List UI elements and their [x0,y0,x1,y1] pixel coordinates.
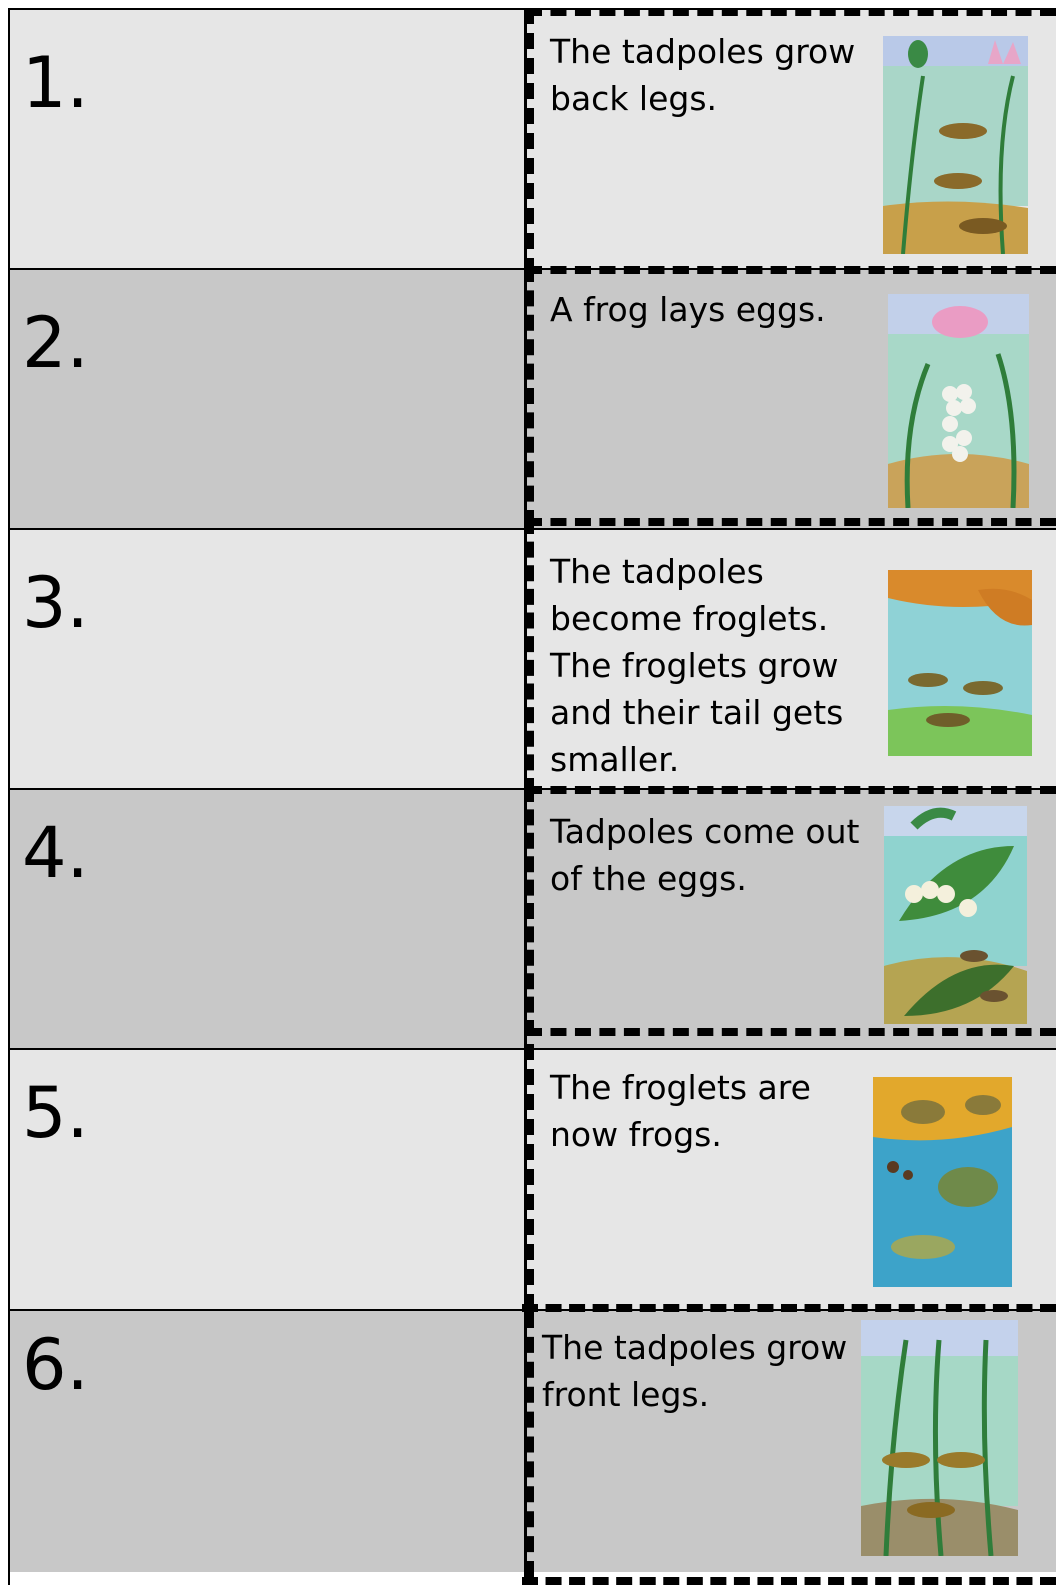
step-number-5: 5. [22,1072,89,1154]
cut-out-card-1[interactable] [526,8,1056,274]
card-text: The tadpoles grow back legs. [550,32,856,118]
card-text: The tadpoles become froglets. The froglets grow and their tail gets smaller. [550,552,844,779]
cut-out-card-6[interactable] [522,1304,1056,1585]
tadpoles-front-legs-illustration [861,1320,1018,1556]
step-number-4: 4. [22,812,89,894]
card-text: Tadpoles come out of the eggs. [550,812,860,898]
cut-out-card-2[interactable] [526,266,1056,526]
step-number-3: 3. [22,562,89,644]
card-text: The tadpoles grow front legs. [542,1328,848,1414]
cut-out-card-4[interactable] [526,786,1056,1036]
card-text: The froglets are now frogs. [550,1068,811,1154]
froglets-illustration [888,570,1032,756]
left-border [8,10,10,1585]
cut-out-card-3[interactable] [526,518,1056,794]
cut-out-card-5[interactable] [526,1044,1056,1310]
step-number-2: 2. [22,302,89,384]
card-left-cut-line [526,1312,534,1577]
tadpoles-back-legs-illustration [883,36,1028,254]
frog-eggs-illustration [888,294,1029,508]
hatching-tadpoles-illustration [884,806,1027,1024]
step-number-1: 1. [22,42,89,124]
card-text: A frog lays eggs. [550,290,826,329]
step-number-6: 6. [22,1324,89,1406]
adult-frogs-illustration [873,1077,1012,1287]
